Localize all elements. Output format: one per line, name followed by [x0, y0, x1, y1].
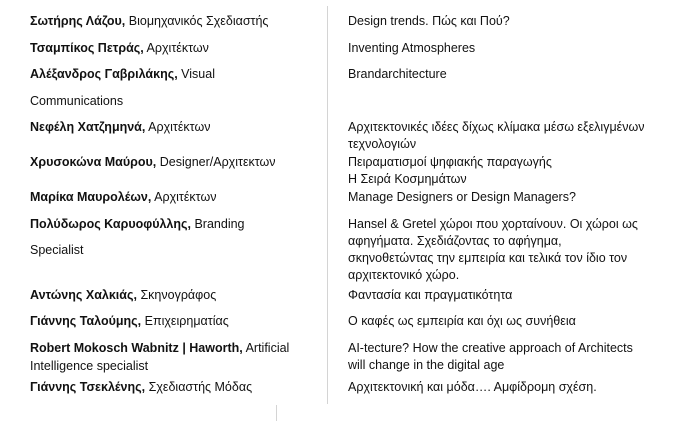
talk-title: Πειραματισμοί ψηφιακής παραγωγής Η Σειρά Κοσμημάτων: [348, 155, 552, 186]
speaker-entry: [30, 340, 320, 357]
talk-title: Manage Designers or Design Managers?: [348, 190, 576, 204]
speaker-name: Robert Mokosch Wabnitz | Haworth,: [30, 341, 243, 355]
talk-title: Αρχιτεκτονικές ιδέες δίχως κλίμακα μέσω εξελιγμένων τεχνολογιών: [348, 120, 645, 151]
speaker-role: Artificial: [245, 341, 290, 355]
talk-title: Αρχιτεκτονική και μόδα…. Αμφίδρομη σχέση.: [348, 380, 597, 394]
speaker-name: Μαρίκα Μαυρολέων,: [30, 190, 152, 204]
speaker-name: Σωτήρης Λάζου,: [30, 14, 126, 28]
column-divider: [327, 6, 328, 404]
speaker-name: Τσαμπίκος Πετράς,: [30, 41, 144, 55]
talk-title: AI-tecture? How the creative approach of Architects will change in the digital age: [348, 341, 633, 372]
speaker-entry: [30, 13, 320, 30]
talk-title: Design trends. Πώς και Πού?: [348, 14, 510, 28]
talk-title: Hansel & Gretel χώροι που χορταίνουν. Οι χώροι ως αφηγήματα. Σχεδιάζοντας το αφήγημα, σκηνοθετώντας την εμπειρία και τελικά τον ίδιο τον αρχιτεκτονικό χώρο.: [348, 217, 638, 282]
speaker-role: Branding: [194, 217, 245, 231]
speaker-entry: [30, 313, 320, 330]
speaker-name: Αντώνης Χαλκιάς,: [30, 288, 137, 302]
speaker-role-continued: Intelligence specialist: [30, 359, 149, 373]
speaker-role: Αρχιτέκτων: [146, 41, 209, 55]
bottom-divider-mark: [276, 405, 277, 421]
speaker-role: Σκηνογράφος: [140, 288, 217, 302]
talk-title: Φαντασία και πραγματικότητα: [348, 288, 513, 302]
speaker-name: Γιάννης Τσεκλένης,: [30, 380, 146, 394]
speaker-role: Επιχειρηματίας: [144, 314, 229, 328]
speaker-role: Σχεδιαστής Μόδας: [148, 380, 253, 394]
speaker-name: Γιάννης Ταλούμης,: [30, 314, 142, 328]
speaker-entry: [30, 216, 320, 233]
speaker-entry: [30, 119, 320, 136]
speaker-role: Designer/Αρχιτεκτων: [159, 155, 276, 169]
talk-title: Ο καφές ως εμπειρία και όχι ως συνήθεια: [348, 314, 576, 328]
talk-title: Brandarchitecture: [348, 67, 447, 81]
speaker-entry: [30, 154, 320, 171]
speaker-role: Αρχιτέκτων: [148, 120, 211, 134]
speaker-role: Βιομηχανικός Σχεδιαστής: [128, 14, 269, 28]
speaker-entry: [30, 189, 320, 206]
speaker-entry: [30, 379, 320, 396]
speaker-name: Αλέξανδρος Γαβριλάκης,: [30, 67, 178, 81]
speaker-role: Visual: [181, 67, 215, 81]
speaker-role-continued: Communications: [30, 94, 124, 108]
speaker-role: Αρχιτέκτων: [154, 190, 217, 204]
speaker-role-continued: Specialist: [30, 243, 84, 257]
speaker-name: Νεφέλη Χατζημηνά,: [30, 120, 146, 134]
speaker-name: Πολύδωρος Καρυοφύλλης,: [30, 217, 191, 231]
speaker-name: Χρυσοκώνα Μαύρου,: [30, 155, 157, 169]
speaker-entry: [30, 287, 320, 304]
talk-title: Inventing Atmospheres: [348, 41, 476, 55]
speaker-entry: [30, 66, 320, 83]
speaker-entry: [30, 40, 320, 57]
